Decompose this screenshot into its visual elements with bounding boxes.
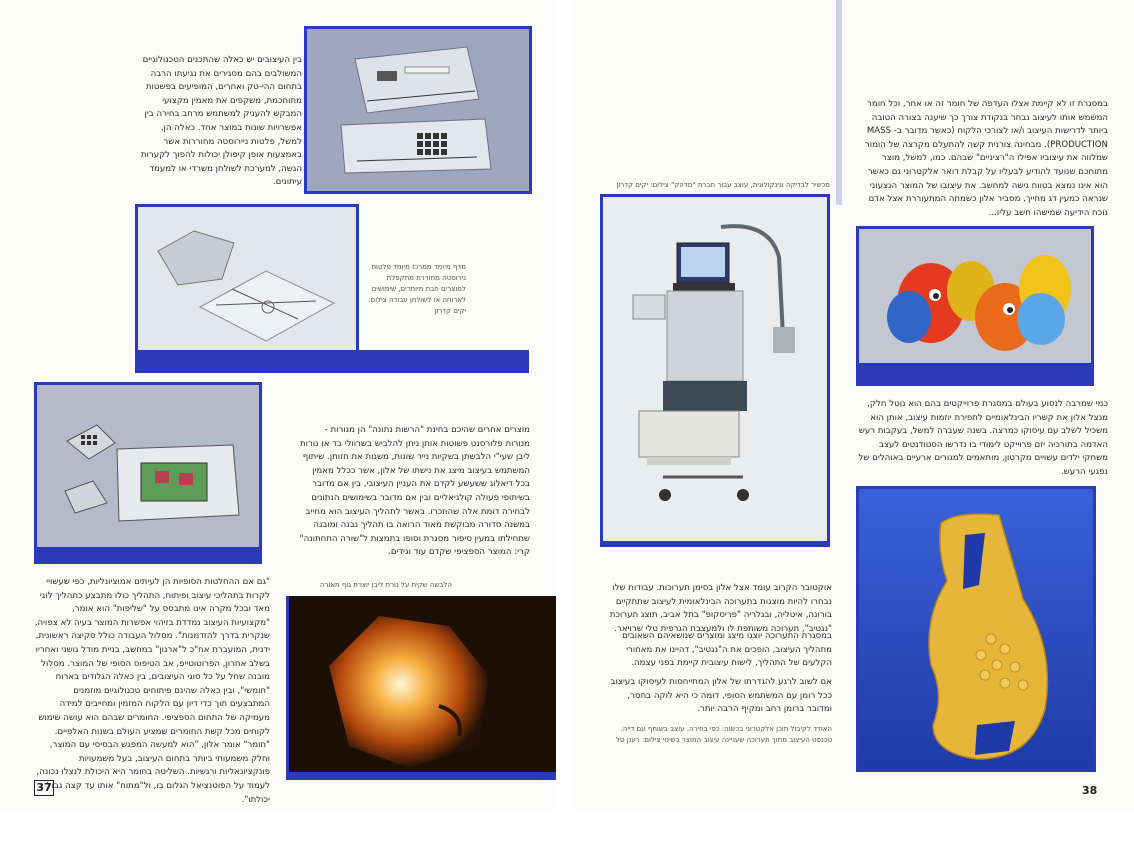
left-caption-1: מדף מיומד ממרכז מיומד פלטות נירוסטה מחוררת מתקפלת למוצרים חבת מיוחדים, שימושים לארוחה או לשולחן עבודה צילום: יקים קדרון [368,263,466,315]
left-paragraph-2: מוצרים אחרים שהיכם בחינת "הרשות נתונה" הן מנורות - מנורות פלורסנט פשוטות אותן ניתן להלביש בשרוולי בד או נורות ליבן שעי"י הלבשתן בשקיות נייר שונות, משנות את חזותן. שיתוף המשתמש בעיצוב מיצג את נישתו של אלון, אשר ככלל מאמין בכל דיאלוג ששעשע לקדם את העניין העיצובי, בין אם מדובר בשיתופי פעולה קולגיאליים ובין אם מדובר בשימושים הנתונים לבחירה דומת אלה שהוזכרו. באשר לתהליך העיצוב הוא מחייב במשנה סדורה מבוקשת מאוד הרואה בו תהליך נבנה ומובנה שתחילתו במעין סיפור מסגרת וסופו בתמצות ל"שורה התחתונה" קרי: המוצר הספציפי שקדם עוד וגידים. [299,425,530,558]
photo-yellow-vessel [856,486,1096,772]
photo-medical-cart-art [603,197,827,541]
photo-tray-art [37,385,259,547]
left-caption-2: הלבשה שקית על נורת ליבן יוצרת גוף תאורה [319,581,452,589]
photo-folded-plates-art [307,29,529,191]
right-paragraph-2: כמי שמרבה לנסוע בעולם במסגרת פרוייקטים בהם הוא נוטל חלק, מנצל אלון את קשריו הבינלאומיים לתפירת יוזמות עיצוב, אותן הוא משכיל לשלב עם עיסוקו כמרצה. בשנה שעברה למשל, בעקבות רעש האדמה בתורכיה יזם פרוייקט לימודי בו נדרשו הסטודנטים לעצב משחקי ילדים עשויים מקרטון, מותאמים למגורים ארעיים באוהלים של נפגעי הרעש. [858,399,1108,477]
photo-fish-devices [856,226,1094,366]
left-page-number: 37 [34,780,54,796]
photo-tray [34,382,262,550]
photo-yellow-vessel-art [859,489,1093,769]
blue-strip-2 [34,548,262,564]
right-paragraph-5: אם לשוב לרגע להגדרתו של אלון המתייחסות לעיסוקו בעיצוב ככל רומן עם המשתמש הסופי, דומה כי היא לוקה בחסר, ומדובר ברומן רחב ומקיף הרבה יותר. [610,677,832,715]
left-paragraph-3: "גם אם ההחלטות הסופיות הן לעיתים אמוציונליות, כפי שעשויי לקרות בתהליכי עיצוב ופיתוח, התהליך כולו מתבצע כתהליך לוגי מאד ובכל מקרה אינו מתבסס על "שליפות" הוא אומר, "מקצועיות העיצוב נמדדת בזיהוי אפשרות המוצר בעיה לא צפויה, שנקרית בדרך להזדמנות". מסלול העבודה כולל סקיצה ראשונית, ידנית, המועברת אח"כ ל"ארגון" במחשב, בניית מודל גושני ואחריו בשלב אחרון, הפרוטוטייפ, אב הטיפוס הסופי של המוצר. מסלול מובנה שחל על כל סוגי העיצובים, בין כאלה הגלודים בארוח "חומשי", ובין כאלה שהינם פיתוחים טכנולוגיים מוזמנים המתבצעים תוך כדי דיון עם הלקוח המזמין ומחייבים למידה מעמיקה של התחום הספציפי. החומרים שבהם הוא עושה שימוש לקוחים מכל קשת החומרים שמציע העולם בשנות האלפיים. "חומר" אומר אלון, "הוא למעשה המפגש הבסיסי עם המוצר, וחלק משמעותי ביותר בתחום העיצוב, בעל משמעויות פונקציונאליות ורגשיות. השליטה בחומר היא היכולת לנצלו נכונה, לעמוד על הפוטנציאל הגלום בו, ול"מתוח" אותו עד קצה גבול יכולתו". [34,577,270,805]
right-paragraph-1: במסגרת זו לא קיימת אצלו העדפה של חומר זה או אחר, וכל חומר המשמש אותו לעיצוב נבחר בנקודת צורך כך שיענה בצורה הטובה ביותר לדרישות העיצוב ו/או לצורכי הלקוח (כאשר מדובר ב- MASS PRODUCTION). מבחינה צורנית קשה להתעלם מקרצה של הומור שמלווה את עיצוביו אפילו ה"רציניים" שבהם. כמו, למשל, מוצר מתוחכם שנועד להודיע לבעליו על קבלת דואר אלקטרוני גם כאשר הוא אינו נמצא בטווח גישה למחשב. את עיצובו של המוצר הנצעוני שנראה כמעין דג מחייך, מסביר אלון כשמחה המתעוררת אצל אדם נוכח הידיעה שמישהו חשב עליו... [864,99,1108,218]
right-caption-2: האודד לקיבול תוכן אלקטרוני בכשוה: כפי בחירה. עוצב בשותף עם דייה. טכנפט העיצוב מתוך תערוכה שעניינה עיצוב המוצר בשינוי צילום: רענן טל [615,725,832,744]
photo-plates-white-art [138,207,356,352]
left-page [0,0,556,810]
left-paragraph-1: בין העיצובים יש כאלה שהתכנים הטכנולוגיים המשולבים בהם מסגירים את נגיעתו הרבה בתחום ההי-טק ואחרים, המופיעים בפשטות מתוחכמת, משקפים את מאמין מקצועי המבקש להעניק למשתמש מרחב בחירה בין אפשרויות שונות במוצר אחד. כאלה הן, למשל, פלטות ניירוסטה מחוררות אשר באמצעות אופן קיפולן יכולות להפוך לקערות הגשה, למערכת לשולחן משרדי או למעמד עיתונים. [140,55,302,188]
blue-strip-1 [135,350,529,373]
right-page-number: 38 [1082,784,1098,797]
right-top-strip [836,0,842,205]
right-paragraph-3: אוקטובר הקרוב עומד אצל אלון בסימן תערוכות. עבודות שלו נבחרו להיות מוצגות בתערוכה הבינלאומית לעיצוב שתתקיים בורונה, איטליה, ובגלריה "פריסקופ" בתל אביב, תוצג תערוכת "נגטיב", תערוכה משותפת לו ולמעצבת הגרפית טלי שרויאר. [609,583,832,634]
photo-medical-cart [600,194,830,544]
blue-strip-5 [856,364,1094,386]
photo-folded-plates [304,26,532,194]
right-caption-1: מכשיר לבדיקה וגינקולוגית, עוצב עבור חברת "מדהק" צילום: יקים קדרון [616,181,830,189]
right-paragraph-4: במסגרת התערוכה יוצגו מיצג ומוצרים שנושאיהם השאובים מתהליך העיצוב, הופכים את ה"נגטיב", דהיינו את מאחורי הקלעים של התהליך, לישות עיצובית קיימת בפני עצמה. [622,631,832,669]
blue-strip-4 [600,542,830,547]
photo-plates-white [135,204,359,352]
photo-paper-lamp-art [289,596,556,776]
right-page [574,0,1134,810]
photo-fish-devices-art [859,229,1091,363]
photo-paper-lamp [286,596,556,776]
gutter [556,0,574,850]
blue-strip-3 [286,772,556,780]
